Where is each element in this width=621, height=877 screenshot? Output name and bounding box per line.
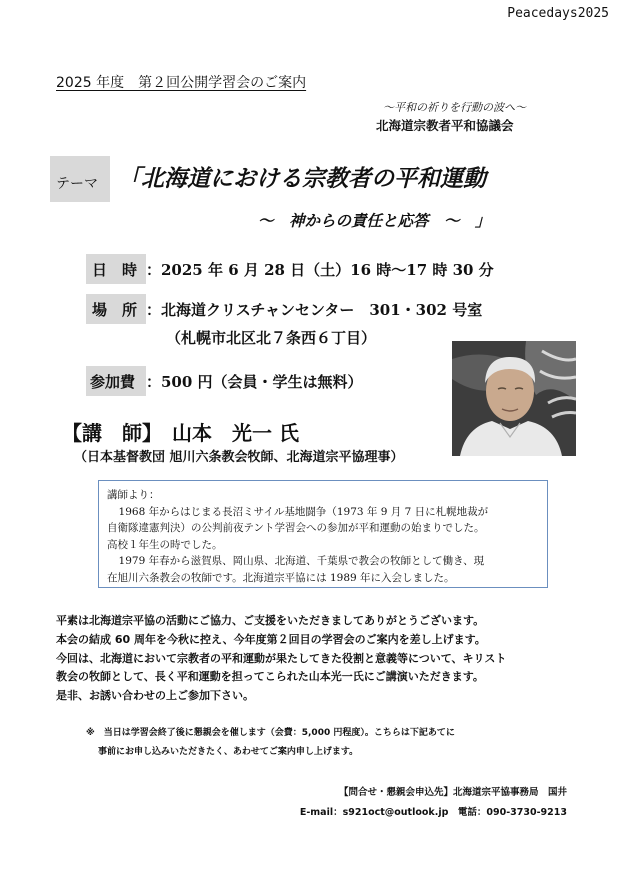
fee-value: ：500 円（会員・学生は無料） bbox=[146, 373, 363, 391]
theme-title: 「北海道における宗教者の平和運動 bbox=[118, 165, 486, 192]
note-line: ※ 当日は学習会終了後に懇親会を催します（会費：5,000 円程度）。こちらは下記あてに bbox=[86, 728, 455, 738]
invitation-message bbox=[56, 612, 576, 706]
motto: ～平和の祈りを行動の波へ～ bbox=[383, 101, 526, 114]
lecturer-affiliation: （日本基督教団 旭川六条教会牧師、北海道宗平協理事） bbox=[74, 450, 404, 465]
lecturer-photo bbox=[452, 341, 576, 456]
contact-info bbox=[300, 783, 567, 823]
organization-name: 北海道宗教者平和協議会 bbox=[376, 118, 514, 133]
message-line: 教会の牧師として、長く平和運動を担ってこられた山本光一氏にご講演いただきます。 bbox=[56, 670, 484, 684]
fee-label: 参加費 bbox=[90, 373, 136, 391]
message-line: 今回は、北海道において宗教者の平和運動が果たしてきた役割と意義等について、キリスト bbox=[56, 651, 507, 665]
bio-line: 1968 年からはじまる長沼ミサイル基地闘争（1973 年 9 月 7 日に札幌地裁が bbox=[118, 505, 489, 518]
lecturer-bio-box bbox=[98, 480, 548, 588]
event-heading: 2025 年度 第２回公開学習会のご案内 bbox=[56, 75, 307, 91]
bio-line: 在旭川六条教会の牧師です。北海道宗平協には 1989 年に入会しました。 bbox=[107, 571, 455, 584]
contact-line: 【問合せ・懇親会申込先】北海道宗平協事務局 国井 bbox=[338, 787, 567, 798]
message-line: 平素は北海道宗平協の活動にご協力、ご支援をいただきましてありがとうございます。 bbox=[56, 614, 485, 627]
place-address: （札幌市北区北７条西６丁目） bbox=[166, 329, 377, 347]
bio-line: 自衛隊違憲判決）の公判前夜テント学習会への参加が平和運動の始まりでした。 bbox=[107, 522, 485, 534]
date-value: ：2025 年 6 月 28 日（土）16 時～17 時 30 分 bbox=[146, 261, 494, 279]
message-line: 是非、お誘い合わせの上ご参加下さい。 bbox=[56, 689, 254, 703]
bio-line: 1979 年春から滋賀県、岡山県、北海道、千葉県で教会の牧師として働き、現 bbox=[118, 555, 485, 567]
note-line: 事前にお申し込みいただきたく、あわせてご案内申し上げます。 bbox=[98, 747, 359, 757]
bio-line: 高校１年生の時でした。 bbox=[107, 538, 223, 551]
contact-line: E-mail：s921oct@outlook.jp 電話：090-3730-9213 bbox=[299, 807, 567, 818]
place-value: ：北海道クリスチャンセンター 301・302 号室 bbox=[146, 301, 483, 319]
event-tag: Peacedays2025 bbox=[507, 6, 609, 21]
lecturer-photo-image bbox=[452, 341, 576, 456]
reception-note bbox=[86, 724, 455, 762]
place-label: 場 所 bbox=[92, 301, 138, 319]
theme-label: テーマ bbox=[56, 176, 98, 192]
bio-heading: 講師より： bbox=[107, 489, 160, 501]
message-line: 本会の結成 60 周年を今秋に控え、今年度第２回目の学習会のご案内を差し上げます。 bbox=[56, 632, 486, 646]
theme-subtitle: ～ 神からの責任と応答 ～ 」 bbox=[258, 211, 491, 230]
date-label: 日 時 bbox=[92, 261, 138, 279]
lecturer-heading: 【講 師】 山本 光一 氏 bbox=[62, 421, 299, 445]
